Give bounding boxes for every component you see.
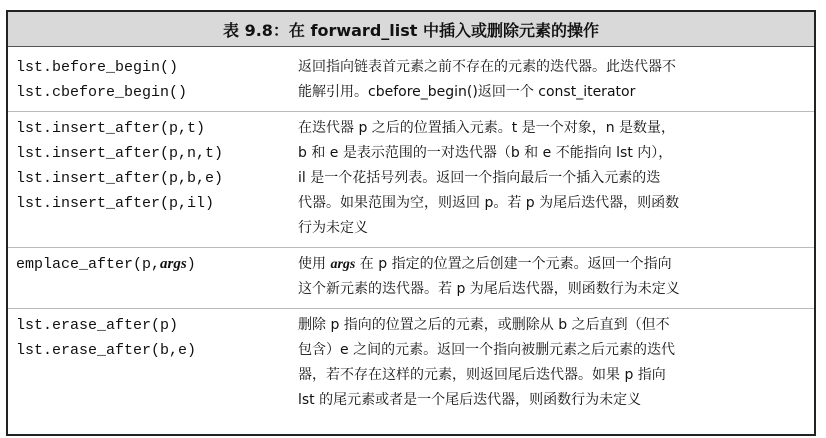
description-cell (298, 55, 806, 105)
operation-signature: lst.before_begin() (16, 59, 179, 76)
operation-signature: lst.cbefore_begin() (16, 84, 188, 101)
description-line: 包含）e 之间的元素。返回一个指向被删元素之后元素的迭代 (298, 342, 676, 358)
description-line: 代器。如果范围为空，则返回 p。若 p 为尾后迭代器，则函数 (298, 195, 680, 211)
operation-signature: lst.insert_after(p,n,t) (16, 145, 224, 162)
description-line: b 和 e 是表示范围的一对迭代器（b 和 e 不能指向 lst 内）， (298, 145, 673, 161)
description-line: 器，若不存在这样的元素，则返回尾后迭代器。如果 p 指向 (298, 367, 666, 383)
operation-suffix: ) (186, 256, 196, 273)
description-cell (298, 313, 806, 413)
operation-signature (16, 252, 298, 277)
table-row-erase-after (8, 308, 814, 417)
description-line (298, 252, 800, 277)
description-line: il 是一个花括号列表。返回一个指向最后一个插入元素的迭 (298, 170, 661, 186)
description-line: 返回指向链表首元素之前不存在的元素的迭代器。此迭代器不 (298, 59, 676, 75)
description-line: lst 的尾元素或者是一个尾后迭代器，则函数行为未定义 (298, 392, 642, 408)
table-row-emplace-after (8, 247, 814, 308)
description-text: 使用 (298, 256, 331, 272)
description-text: 在 p 指定的位置之后创建一个元素。返回一个指向 (355, 256, 672, 272)
operation-args: args (160, 256, 187, 272)
operation-prefix: emplace_after(p, (16, 256, 161, 273)
operations-cell (8, 55, 298, 105)
description-cell (298, 116, 806, 241)
operation-signature: lst.insert_after(p,il) (16, 195, 215, 212)
table-row-before-begin (8, 47, 814, 111)
table-title: 表 9.8：在 forward_list 中插入或删除元素的操作 (8, 12, 814, 47)
description-line: 能解引用。cbefore_begin()返回一个 const_iterator (298, 84, 636, 100)
forward-list-operations-table (6, 10, 816, 436)
operation-signature: lst.insert_after(p,b,e) (16, 170, 224, 187)
table-row-insert-after (8, 111, 814, 247)
operations-cell (8, 116, 298, 241)
operation-signature: lst.insert_after(p,t) (16, 120, 206, 137)
description-args: args (330, 257, 356, 272)
operation-signature: lst.erase_after(p) (16, 317, 179, 334)
operations-cell (8, 313, 298, 413)
description-line: 行为未定义 (298, 220, 368, 236)
description-line: 删除 p 指向的位置之后的元素，或删除从 b 之后直到（但不 (298, 317, 670, 333)
description-line: 这个新元素的迭代器。若 p 为尾后迭代器，则函数行为未定义 (298, 281, 680, 297)
operations-cell (8, 252, 298, 302)
operation-signature: lst.erase_after(b,e) (16, 342, 197, 359)
description-line: 在迭代器 p 之后的位置插入元素。t 是一个对象，n 是数量， (298, 120, 676, 136)
description-cell (298, 252, 806, 302)
